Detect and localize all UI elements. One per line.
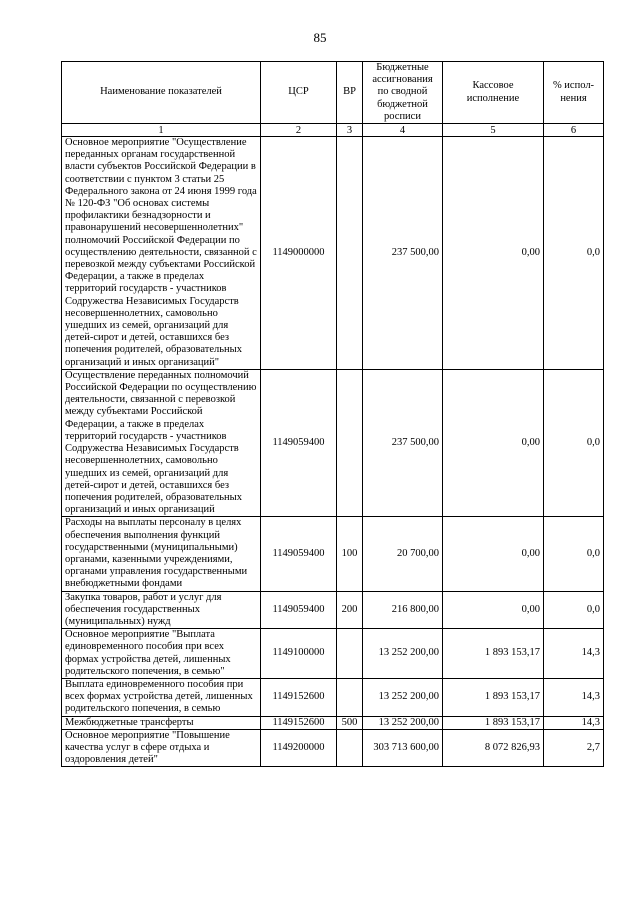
column-number-row [62,124,604,137]
row-csr: 1149000000 [261,137,337,370]
row-name: Основное мероприятие "Повышение качества услуг в сфере отдыха и оздоровления детей" [62,729,261,767]
header-vr: ВР [337,62,363,124]
page-number: 85 [313,30,327,45]
header-allocations: Бюджетные ассигнования по сводной бюджетной росписи [363,62,443,124]
table-row [62,716,604,729]
row-vr [337,369,363,516]
row-percent: 0,0 [544,591,604,629]
row-name: Основное мероприятие "Осуществление переданных органам государственной власти субъектов Российской Федерации в соответствии с пунктом 3 статьи 25 Федерального закона от 24 июня 1999 года № 120-ФЗ "Об основах системы профилактики безнадзорности и правонарушений несовершеннолетних" полномочий Российской Федерации по осуществлению деятельности, связанной с перевозкой между субъектами Российской Федерации, а также в пределах территорий государств - участников Содружества Независимых Государств несовершеннолетних, самовольно ушедших из семей, организаций для детей-сирот и детей, оставшихся без попечения родителей, образовательных организаций и иных организаций" [62,137,261,370]
row-name: Расходы на выплаты персоналу в целях обеспечения выполнения функций государственными (муниципальными) органами, казенными учреждениями, органами управления государственными внебюджетными фондами [62,517,261,591]
row-csr: 1149059400 [261,591,337,629]
row-name: Основное мероприятие "Выплата единовременного пособия при всех формах устройства детей, лишенных родительского попечения, в семью" [62,629,261,679]
row-name: Осуществление переданных полномочий Российской Федерации по осуществлению деятельности, связанной с перевозкой между субъектами Российской Федерации, а также в пределах территорий государств - участников Содружества Независимых Государств несовершеннолетних, самовольно ушедших из семей, организаций для детей-сирот и детей, оставшихся без попечения родителей, образовательных организаций и иных организаций [62,369,261,516]
row-cash: 0,00 [443,591,544,629]
row-allocations: 20 700,00 [363,517,443,591]
table-row [62,629,604,679]
column-number: 3 [337,124,363,137]
row-name: Закупка товаров, работ и услуг для обеспечения государственных (муниципальных) нужд [62,591,261,629]
column-number: 6 [544,124,604,137]
row-cash: 0,00 [443,137,544,370]
row-allocations: 13 252 200,00 [363,629,443,679]
row-vr: 100 [337,517,363,591]
row-name: Выплата единовременного пособия при всех формах устройства детей, лишенных родительского попечения, в семью [62,678,261,716]
table-row [62,137,604,370]
row-vr [337,729,363,767]
table-row [62,678,604,716]
row-csr: 1149100000 [261,629,337,679]
header-row [62,62,604,124]
row-allocations: 237 500,00 [363,369,443,516]
row-csr: 1149200000 [261,729,337,767]
row-vr [337,678,363,716]
row-percent: 14,3 [544,678,604,716]
row-percent: 0,0 [544,137,604,370]
row-cash: 0,00 [443,517,544,591]
row-csr: 1149059400 [261,517,337,591]
row-percent: 14,3 [544,716,604,729]
header-csr: ЦСР [261,62,337,124]
row-cash: 0,00 [443,369,544,516]
row-allocations: 216 800,00 [363,591,443,629]
table-row [62,517,604,591]
header-name: Наименование показателей [62,62,261,124]
row-vr: 200 [337,591,363,629]
budget-execution-table [61,61,604,767]
row-vr [337,629,363,679]
row-allocations: 303 713 600,00 [363,729,443,767]
row-vr: 500 [337,716,363,729]
row-percent: 0,0 [544,369,604,516]
row-csr: 1149152600 [261,678,337,716]
row-cash: 1 893 153,17 [443,629,544,679]
row-allocations: 237 500,00 [363,137,443,370]
row-cash: 1 893 153,17 [443,678,544,716]
row-allocations: 13 252 200,00 [363,716,443,729]
row-percent: 0,0 [544,517,604,591]
table-row [62,591,604,629]
row-name: Межбюджетные трансферты [62,716,261,729]
header-cash: Кассовое исполнение [443,62,544,124]
row-csr: 1149152600 [261,716,337,729]
row-vr [337,137,363,370]
table-row [62,369,604,516]
column-number: 4 [363,124,443,137]
column-number: 1 [62,124,261,137]
row-csr: 1149059400 [261,369,337,516]
row-cash: 8 072 826,93 [443,729,544,767]
row-allocations: 13 252 200,00 [363,678,443,716]
row-percent: 2,7 [544,729,604,767]
table-row [62,729,604,767]
row-percent: 14,3 [544,629,604,679]
column-number: 2 [261,124,337,137]
column-number: 5 [443,124,544,137]
header-percent: % испол-нения [544,62,604,124]
row-cash: 1 893 153,17 [443,716,544,729]
